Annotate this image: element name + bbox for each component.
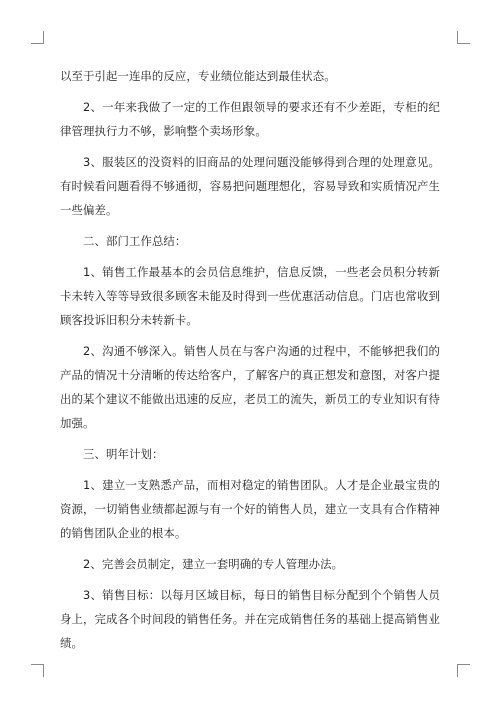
- crop-mark-top-right: [457, 31, 470, 44]
- paragraph-item-2: 2、一年来我做了一定的工作但跟领导的要求还有不少差距，专柜的纪律管理执行力不够，影响整个卖场形象。: [60, 100, 440, 138]
- crop-mark-bottom-right: [457, 664, 470, 677]
- crop-mark-bottom-left: [31, 664, 44, 677]
- paragraph-plan-item-2: 2、完善会员制定，建立一套明确的专人管理办法。: [83, 557, 344, 571]
- crop-mark-top-left: [31, 31, 44, 44]
- paragraph-dept-item-1: 1、销售工作最基本的会员信息维护，信息反馈，一些老会员积分转新卡未转入等等导致很多顾客未能及时得到一些优惠活动信息。门店也常收到顾客投诉旧积分未转新卡。: [60, 265, 440, 327]
- document-body: [60, 64, 440, 655]
- paragraph-dept-item-2: 2、沟通不够深入。销售人员在与客户沟通的过程中，不能够把我们的产品的情况十分清晰的传达给客户，了解客户的真正想发和意图，对客户提出的某个建议不能做出迅速的反应，老员工的流失，新员工的专业知识有待加强。: [60, 344, 440, 430]
- section-heading-next-year-plan: 三、明年计划：: [83, 447, 164, 461]
- paragraph-item-3: 3、服装区的没资料的旧商品的处理问题没能够得到合理的处理意见。有时候看问题看得不够通彻，容易把问题理想化，容易导致和实质情况产生一些偏差。: [60, 155, 440, 217]
- paragraph-plan-item-1: 1、建立一支熟悉产品，而相对稳定的销售团队。人才是企业最宝贵的资源，一切销售业绩都起源与有一个好的销售人员，建立一支具有合作精神的销售团队企业的根本。: [60, 478, 440, 540]
- paragraph-continuation: 以至于引起一连串的反应，专业绩位能达到最佳状态。: [60, 69, 336, 83]
- paragraph-plan-item-3: 3、销售目标：以每月区域目标，每日的销售目标分配到个个销售人员身上，完成各个时间段的销售任务。并在完成销售任务的基础上提高销售业绩。: [60, 588, 440, 650]
- section-heading-department-summary: 二、部门工作总结：: [83, 234, 187, 248]
